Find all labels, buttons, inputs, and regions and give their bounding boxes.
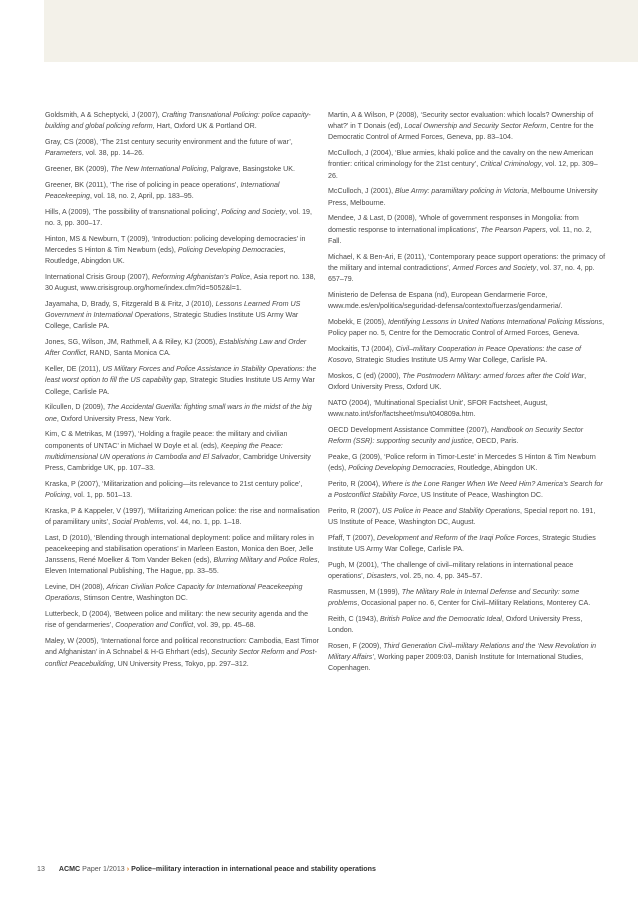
reference-title: The New International Policing	[110, 165, 207, 173]
reference-entry	[328, 213, 606, 247]
reference-entry	[45, 110, 321, 132]
reference-text: , vol. 44, no. 1, pp. 1–18.	[163, 518, 242, 527]
reference-title: African Civilian Police Capacity for International Peacekeeping Operations	[45, 583, 303, 603]
reference-entry	[45, 164, 321, 175]
reference-text: , Strategic Studies Institute US Army War College, Carlisle PA.	[328, 533, 596, 554]
reference-text: Martin, A & Wilson, P (2008), ‘Security sector evaluation: which locals? Ownership of what?’ in T Donais (ed),	[328, 111, 594, 131]
reference-entry	[328, 587, 606, 609]
reference-text: , Asia report no. 138, 30 August, www.crisisgroup.org/home/index.cfm?id=5052&l=1.	[45, 273, 316, 293]
reference-title: Armed Forces and Society	[452, 263, 537, 272]
reference-title: British Police and the Democratic Ideal	[380, 614, 502, 623]
reference-text: , Palgrave, Basingstoke UK.	[206, 165, 296, 173]
reference-text: Pfaff, T (2007),	[328, 533, 377, 542]
reference-title: Social Problems	[112, 518, 164, 527]
reference-title: Blue Army: paramilitary policing in Victoria	[395, 187, 528, 196]
reference-text: Levine, DH (2008),	[45, 583, 107, 592]
reference-entry	[328, 614, 606, 636]
reference-title: The Pearson Papers	[480, 225, 546, 234]
reference-text: , Special report no. 191, US Institute of Peace, Washington DC, August.	[328, 506, 596, 527]
reference-text: , vol. 37, no. 4, pp. 657–79.	[328, 263, 595, 284]
reference-title: Third Generation Civil–military Relations and the ‘New Revolution in Military Affairs’	[328, 641, 597, 662]
reference-entry	[45, 137, 321, 159]
reference-title: US Military Forces and Police Assistance in Stability Operations: the least worst option to fill the US capability gap	[45, 365, 317, 385]
reference-entry	[328, 452, 606, 474]
reference-text: Kilcullen, D (2009),	[45, 403, 107, 412]
reference-entry	[328, 533, 606, 555]
reference-text: , Working paper 2009:03, Danish Institute for International Studies, Copenhagen.	[328, 653, 584, 673]
reference-text: , Centre for the Democratic Control of Armed Forces, Geneva, pp. 83–104.	[328, 122, 594, 142]
paper-id: Paper 1/2013	[82, 865, 125, 873]
reference-entry	[328, 641, 606, 675]
reference-title: The Accidental Guerilla: fighting small wars in the midst of the big one	[45, 403, 312, 423]
reference-text: Greener, BK (2011), ‘The rise of policing in peace operations’,	[45, 180, 241, 189]
reference-entry	[45, 402, 321, 424]
reference-title: Development and Reform of the Iraqi Police Forces	[376, 533, 539, 542]
reference-text: , Eleven International Publishing, The Hague, pp. 33–55.	[45, 556, 320, 576]
reference-entry	[45, 272, 321, 294]
reference-text: , vol. 19, no. 3, pp. 300–17.	[45, 207, 312, 227]
reference-text: , Hart, Oxford UK & Portland OR.	[152, 122, 257, 131]
reference-title: Blurring Military and Police Roles	[213, 556, 318, 565]
reference-entry	[45, 636, 321, 670]
reference-text: , Melbourne University Press, Melbourne.	[328, 187, 598, 207]
page-number: 13	[37, 865, 45, 873]
reference-title: Lessons Learned From US Government in International Operations	[45, 300, 301, 320]
reference-title: Identifying Lessons in United Nations International Policing Missions	[387, 317, 603, 326]
reference-title: Establishing Law and Order After Conflict	[45, 338, 307, 358]
reference-entry	[328, 398, 606, 420]
reference-text: McCulloch, J (2001),	[328, 187, 396, 196]
reference-entry	[45, 506, 321, 528]
reference-title: Policing and Society	[221, 207, 286, 216]
reference-text: Kraska, P (2007), ‘Militarization and policing—its relevance to 21st century police’,	[45, 479, 303, 488]
reference-entry	[328, 371, 606, 393]
reference-text: , vol. 1, pp. 501–13.	[69, 491, 133, 500]
reference-title: Handbook on Security Sector Reform (SSR): supporting security and justice	[328, 425, 584, 446]
reference-text: Mockaitis, TJ (2004),	[328, 344, 396, 353]
reference-title: Parameters	[45, 149, 82, 158]
references-left-column	[45, 110, 321, 674]
reference-text: Hinton, MS & Newburn, T (2009), ‘Introduction: policing developing democracies’ in Mercedes S Hinton & Tim Newburn (eds),	[45, 234, 306, 254]
reference-text: OECD Development Assistance Committee (2007),	[328, 425, 491, 434]
reference-title: Policing Developing Democracies	[348, 464, 454, 473]
reference-text: , Policy paper no. 5, Centre for the Democratic Control of Armed Forces, Geneva.	[328, 317, 605, 338]
footer-arrow: ›	[126, 865, 130, 873]
reference-entry	[45, 479, 321, 501]
reference-text: , vol. 38, pp. 14–26.	[81, 149, 144, 158]
reference-entry	[45, 337, 321, 359]
reference-text: Last, D (2010), ‘Blending through international deployment: police and military roles in peacekeeping and stabilisation operations’ in Marleen Easton, Monica den Boer, Jelle Janssens, René Moelker & Tom Vander Beken (eds),	[45, 533, 314, 565]
reference-text: Greener, BK (2009),	[45, 165, 111, 173]
reference-text: Rosen, F (2009),	[328, 641, 384, 650]
reference-text: Keller, DE (2011),	[45, 365, 103, 374]
page-footer	[37, 865, 617, 873]
reference-text: , vol. 18, no. 2, April, pp. 183–95.	[89, 192, 194, 200]
reference-text: International Crisis Group (2007),	[45, 273, 152, 281]
reference-text: Michael, K & Ben-Ari, E (2011), ‘Contemporary peace support operations: the primacy of the military and internal contradictions’,	[328, 252, 606, 272]
reference-text: Perito, R (2007),	[328, 506, 383, 515]
footer-title: Police–military interaction in international peace and stability operations	[131, 865, 376, 873]
reference-entry	[45, 299, 321, 333]
reference-text: Perito, R (2004),	[328, 479, 383, 488]
reference-text: Maley, W (2005), ‘International force and political reconstruction: Cambodia, East Timor and Afghanistan’ in A Schnabel & H-G Ehrhart (eds),	[45, 637, 319, 657]
reference-entry	[328, 560, 606, 582]
reference-entry	[45, 582, 321, 604]
reference-entry	[328, 148, 606, 182]
reference-text: , Occasional paper no. 6, Center for Civil–Military Relations, Monterey CA.	[357, 599, 591, 608]
reference-text: Jayamaha, D, Brady, S, Fitzgerald B & Fritz, J (2010),	[45, 300, 216, 308]
reference-entry	[328, 186, 606, 208]
reference-entry	[45, 609, 321, 631]
reference-text: , Oxford University Press, London.	[328, 614, 583, 635]
reference-text: , Oxford University Press, New York.	[56, 414, 172, 423]
reference-text: Rasmussen, M (1999),	[328, 587, 402, 596]
reference-text: Kraska, P & Kappeler, V (1997), ‘Militarizing American police: the rise and normalisation of paramilitary units’,	[45, 506, 320, 527]
reference-title: International Peacekeeping	[45, 180, 280, 200]
reference-entry	[45, 180, 321, 202]
reference-title: US Police in Peace and Stability Operations	[382, 506, 521, 515]
reference-text: Gray, CS (2008), ‘The 21st century security environment and the future of war’,	[45, 138, 293, 146]
reference-text: Goldsmith, A & Scheptycki, J (2007),	[45, 111, 162, 119]
reference-text: , vol. 25, no. 4, pp. 345–57.	[396, 572, 483, 581]
reference-text: Mendee, J & Last, D (2008), ‘Whole of government responses in Mongolia: from domestic response to international implications’,	[328, 214, 579, 234]
reference-text: , Strategic Studies Institute US Army War College, Carlisle PA.	[45, 311, 299, 331]
reference-text: McCulloch, J (2004), ‘Blue armies, khaki police and the cavalry on the new American frontier: critical criminology for the 21st century’,	[328, 149, 594, 169]
reference-text: Peake, G (2009), ‘Police reform in Timor-Leste’ in Mercedes S Hinton & Tim Newburn (eds),	[328, 452, 596, 473]
reference-text: Lutterbeck, D (2004), ‘Between police and military: the new security agenda and the rise of gendarmeries’,	[45, 610, 309, 630]
reference-text: NATO (2004), ‘Multinational Specialist Unit’, SFOR Factsheet, August, www.nato.int/sfor/factsheet/msu/t040809a.htm.	[328, 398, 548, 419]
reference-title: Policing	[45, 491, 70, 500]
reference-entry	[328, 344, 606, 366]
reference-title: The Postmodern Military: armed forces after the Cold War	[402, 371, 585, 380]
reference-text: Jones, SG, Wilson, JM, Rathmell, A & Riley, KJ (2005),	[45, 338, 220, 347]
reference-text: , OECD, Paris.	[471, 437, 519, 446]
reference-text: , UN University Press, Tokyo, pp. 297–312.	[113, 659, 249, 668]
reference-entry	[45, 364, 321, 398]
reference-text: Pugh, M (2001), ‘The challenge of civil–military relations in international peace operations’,	[328, 560, 574, 581]
reference-text: Reith, C (1943),	[328, 614, 381, 623]
reference-entry	[328, 252, 606, 286]
reference-text: , Stimson Centre, Washington DC.	[79, 594, 188, 603]
reference-text: , Oxford University Press, Oxford UK.	[328, 371, 587, 392]
reference-entry	[45, 533, 321, 578]
reference-text: , Strategic Studies Institute US Army War College, Carlisle PA.	[351, 356, 548, 365]
reference-title: Where is the Lone Ranger When We Need Him? America’s Search for a Postconflict Stability Force	[328, 479, 603, 500]
reference-text: Kim, C & Metrikas, M (1997), ‘Holding a fragile peace: the military and civilian components of UNTAC’ in Michael W Doyle et al. (eds),	[45, 430, 288, 450]
reference-text: , US Institute of Peace, Washington DC.	[417, 491, 544, 500]
header-band	[44, 0, 638, 62]
reference-text: , Strategic Studies Institute US Army War College, Carlisle PA.	[45, 376, 315, 396]
reference-text: , vol. 39, pp. 45–68.	[193, 621, 256, 630]
reference-text: , vol. 11, no. 2, Fall.	[328, 225, 592, 245]
reference-entry	[45, 429, 321, 474]
reference-title: Disasters	[366, 572, 397, 581]
reference-title: Civil–military Cooperation in Peace Operations: the case of Kosovo	[328, 344, 582, 365]
reference-entry	[328, 317, 606, 339]
references-right-column	[328, 110, 606, 679]
reference-title: Reforming Afghanistan’s Police	[151, 273, 251, 281]
reference-title: Local Ownership and Security Sector Reform	[404, 122, 547, 131]
reference-text: , Routledge, Abingdon UK.	[453, 464, 538, 473]
reference-text: Hills, A (2009), ‘The possibility of transnational policing’,	[45, 207, 222, 216]
reference-title: Crafting Transnational Policing: police capacity-building and global policing reform	[45, 111, 311, 131]
reference-title: The Military Role in Internal Defense and Security: some problems	[328, 587, 580, 608]
reference-entry	[328, 506, 606, 528]
reference-entry	[328, 110, 606, 144]
reference-title: Cooperation and Conflict	[115, 621, 194, 630]
reference-entry	[45, 234, 321, 268]
reference-entry	[328, 290, 606, 312]
reference-entry	[45, 207, 321, 229]
reference-text: , RAND, Santa Monica CA.	[85, 349, 171, 358]
reference-title: Keeping the Peace: multidimensional UN operations in Cambodia and El Salvador	[45, 441, 283, 461]
series-name: ACMC	[58, 865, 81, 873]
reference-title: Security Sector Reform and Post-conflict Peacebuilding	[45, 648, 317, 668]
reference-entry	[328, 425, 606, 447]
reference-entry	[328, 479, 606, 501]
reference-text: Ministerio de Defensa de Espana (nd), European Gendarmerie Force, www.mde.es/en/politica/seguridad-defensa/contexto/fuerzas/gendarmeria/.	[328, 290, 563, 311]
reference-text: , Routledge, Abingdon UK.	[45, 246, 286, 266]
reference-text: Moskos, C (ed) (2000),	[328, 371, 403, 380]
reference-title: Policing Developing Democracies	[177, 246, 284, 254]
reference-title: Critical Criminology	[480, 160, 542, 169]
reference-text: Mobekk, E (2005),	[328, 317, 388, 326]
reference-text: , Cambridge University Press, Cambridge UK, pp. 107–33.	[45, 452, 311, 473]
reference-text: , vol. 12, pp. 309–26.	[328, 160, 598, 180]
